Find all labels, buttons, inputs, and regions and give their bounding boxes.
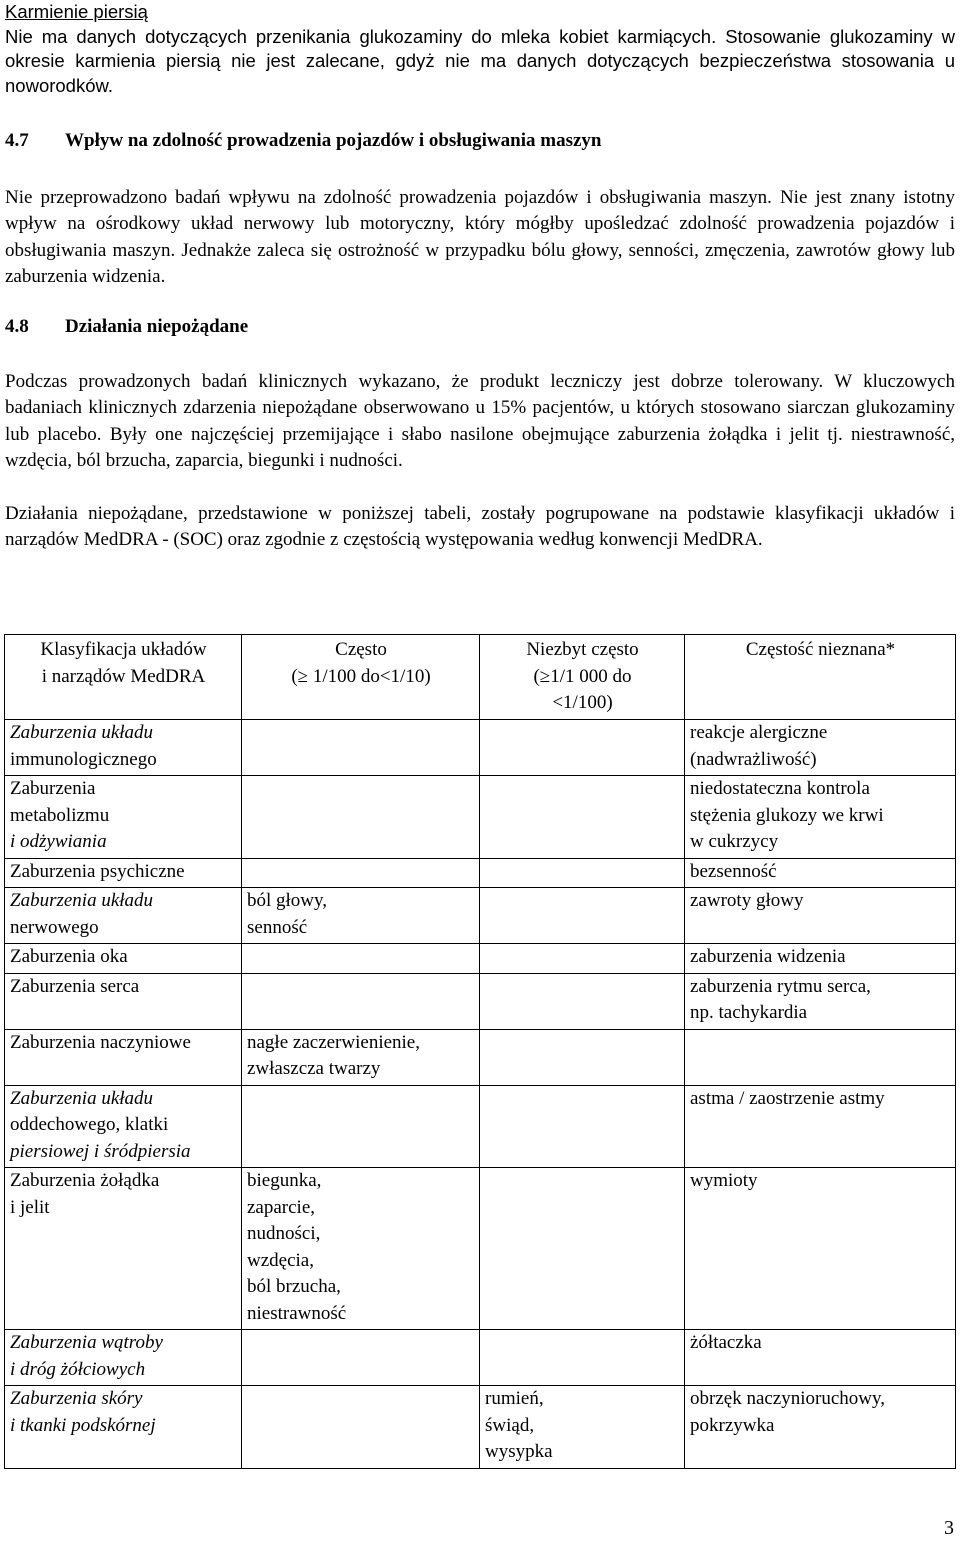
soc-cell <box>5 1029 242 1085</box>
uncommon-cell <box>480 1029 685 1085</box>
header-soc: Klasyfikacja układów i narządów MedDRA <box>5 635 242 720</box>
soc-cell-line: Zaburzenia układu <box>10 890 154 911</box>
unknown-cell-line: reakcje alergiczne <box>690 722 828 743</box>
unknown-cell-line: astma / zaostrzenie astmy <box>690 1087 885 1109</box>
section-4-8-number: 4.8 <box>5 316 29 337</box>
uncommon-cell-line: wysypka <box>485 1441 553 1462</box>
table-row <box>5 973 956 1029</box>
common-cell <box>242 720 480 776</box>
common-cell <box>242 1330 480 1386</box>
unknown-cell <box>685 1085 956 1168</box>
common-cell-line: wzdęcia, <box>247 1249 314 1271</box>
common-cell <box>242 776 480 859</box>
table-row <box>5 944 956 974</box>
uncommon-cell <box>480 1330 685 1386</box>
uncommon-cell <box>480 888 685 944</box>
common-cell-line: zwłaszcza twarzy <box>247 1058 381 1079</box>
soc-cell-line: Zaburzenia oka <box>10 946 128 967</box>
table-row <box>5 1168 956 1330</box>
soc-cell-line: Zaburzenia serca <box>10 975 140 997</box>
breastfeeding-section <box>5 0 955 98</box>
soc-cell-line: nerwowego <box>10 916 99 938</box>
soc-cell <box>5 888 242 944</box>
soc-cell-line: piersiowej i śródpiersia <box>10 1140 191 1162</box>
soc-cell <box>5 1168 242 1330</box>
soc-cell-line: i odżywiania <box>10 831 107 852</box>
common-cell-line: ból głowy, <box>247 890 328 911</box>
soc-cell <box>5 858 242 888</box>
soc-cell-line: Zaburzenia układu <box>10 1087 154 1109</box>
common-cell-line: niestrawność <box>247 1302 347 1324</box>
unknown-cell <box>685 888 956 944</box>
unknown-cell <box>685 1330 956 1386</box>
soc-cell <box>5 1085 242 1168</box>
unknown-cell <box>685 858 956 888</box>
header-common: Często (≥ 1/100 do<1/10) <box>242 635 480 720</box>
soc-cell-line: metabolizmu <box>10 804 110 826</box>
uncommon-cell-line: rumień, <box>485 1388 544 1409</box>
table-row <box>5 720 956 776</box>
table-body <box>5 720 956 1469</box>
unknown-cell <box>685 944 956 974</box>
soc-cell-line: oddechowego, klatki <box>10 1114 169 1135</box>
uncommon-cell <box>480 1168 685 1330</box>
common-cell <box>242 973 480 1029</box>
common-cell <box>242 858 480 888</box>
section-4-7-text: Nie przeprowadzono badań wpływu na zdolność prowadzenia pojazdów i obsługiwania maszyn. Nie jest znany istotny wpływ na ośrodkowy układ nerwowy lub motoryczny, który mógłby upośledzać zdolność prowadzenia pojazdów i obsługiwania maszyn. Jednakże zaleca się ostrożność w przypadku bólu głowy, senności, zmęczenia, zawrotów głowy lub zaburzenia widzenia. <box>5 186 955 287</box>
unknown-cell-line: niedostateczna kontrola <box>690 778 870 799</box>
common-cell <box>242 1085 480 1168</box>
table-row <box>5 1085 956 1168</box>
unknown-cell-line: wymioty <box>690 1170 758 1191</box>
soc-cell-line: Zaburzenia żołądka <box>10 1170 160 1191</box>
table-row <box>5 1029 956 1085</box>
soc-cell <box>5 973 242 1029</box>
soc-cell-line: Zaburzenia <box>10 778 96 799</box>
soc-cell-line: Zaburzenia psychiczne <box>10 860 185 882</box>
unknown-cell-line: bezsenność <box>690 860 777 882</box>
unknown-cell <box>685 1029 956 1085</box>
soc-cell-line: Zaburzenia skóry <box>10 1388 143 1409</box>
table-row <box>5 858 956 888</box>
soc-cell <box>5 944 242 974</box>
common-cell <box>242 944 480 974</box>
uncommon-cell <box>480 858 685 888</box>
soc-cell <box>5 720 242 776</box>
uncommon-cell-line: świąd, <box>485 1414 535 1436</box>
unknown-cell <box>685 776 956 859</box>
common-cell-line: senność <box>247 916 308 938</box>
common-cell-line: zaparcie, <box>247 1196 316 1218</box>
unknown-cell <box>685 1168 956 1330</box>
unknown-cell-line: żółtaczka <box>690 1332 762 1353</box>
section-4-7 <box>5 128 955 291</box>
soc-cell-line: i jelit <box>10 1196 50 1218</box>
soc-cell-line: Zaburzenia naczyniowe <box>10 1031 191 1053</box>
uncommon-cell <box>480 1085 685 1168</box>
soc-cell-line: i tkanki podskórnej <box>10 1414 156 1436</box>
table-row <box>5 888 956 944</box>
unknown-cell-line: zaburzenia widzenia <box>690 946 846 967</box>
common-cell <box>242 1386 480 1469</box>
section-4-7-heading <box>5 128 955 155</box>
uncommon-cell <box>480 973 685 1029</box>
uncommon-cell <box>480 720 685 776</box>
table-header-row <box>5 635 956 720</box>
unknown-cell <box>685 1386 956 1469</box>
soc-cell-line: Zaburzenia układu <box>10 722 154 743</box>
common-cell-line: ból brzucha, <box>247 1276 341 1297</box>
adverse-reactions-table <box>4 634 956 1469</box>
common-cell-line: nudności, <box>247 1223 321 1244</box>
unknown-cell <box>685 973 956 1029</box>
section-4-8-para1: Podczas prowadzonych badań klinicznych wykazano, że produkt leczniczy jest dobrze tolerowany. W kluczowych badaniach klinicznych zdarzenia niepożądane obserwowano u 15% pacjentów, u których stosowano siarczan glukozaminy lub placebo. Były one najczęściej przemijające i słabo nasilone obejmujące zaburzenia żołądka i jelit tj. niestrawność, wzdęcia, ból brzucha, zaparcia, biegunki i nudności. <box>5 370 955 471</box>
soc-cell <box>5 1386 242 1469</box>
unknown-cell-line: zaburzenia rytmu serca, <box>690 975 871 997</box>
section-4-8-heading <box>5 314 955 341</box>
section-4-8-para2: Działania niepożądane, przedstawione w poniższej tabeli, zostały pogrupowane na podstawie klasyfikacji układów i narządów MedDRA - (SOC) oraz zgodnie z częstością występowania według konwencji MedDRA. <box>5 502 955 550</box>
unknown-cell-line: zawroty głowy <box>690 890 804 911</box>
uncommon-cell <box>480 1386 685 1469</box>
soc-cell-line: Zaburzenia wątroby <box>10 1332 163 1353</box>
uncommon-cell <box>480 944 685 974</box>
soc-cell-line: immunologicznego <box>10 748 157 770</box>
soc-cell <box>5 1330 242 1386</box>
uncommon-cell <box>480 776 685 859</box>
common-cell <box>242 1168 480 1330</box>
header-unknown: Częstość nieznana* <box>685 635 956 720</box>
table-row <box>5 1330 956 1386</box>
section-4-8-title: Działania niepożądane <box>65 316 249 337</box>
table-row <box>5 1386 956 1469</box>
common-cell <box>242 888 480 944</box>
table-row <box>5 776 956 859</box>
section-4-8 <box>5 314 955 554</box>
common-cell <box>242 1029 480 1085</box>
soc-cell-line: i dróg żółciowych <box>10 1358 146 1380</box>
breastfeeding-text: Nie ma danych dotyczących przenikania glukozaminy do mleka kobiet karmiących. Stosowanie glukozaminy w okresie karmienia piersią nie jest zalecane, gdyż nie ma danych dotyczących bezpieczeństwa stosowania u noworodków. <box>5 25 955 96</box>
unknown-cell-line: np. tachykardia <box>690 1002 808 1023</box>
header-uncommon: Niezbyt często (≥1/1 000 do <1/100) <box>480 635 685 720</box>
common-cell-line: biegunka, <box>247 1170 322 1191</box>
breastfeeding-title: Karmienie piersią <box>5 1 148 22</box>
unknown-cell-line: obrzęk naczynioruchowy, <box>690 1388 886 1409</box>
section-4-7-number: 4.7 <box>5 130 29 151</box>
unknown-cell-line: w cukrzycy <box>690 831 779 852</box>
page-number: 3 <box>944 1517 954 1539</box>
unknown-cell <box>685 720 956 776</box>
unknown-cell-line: pokrzywka <box>690 1414 775 1436</box>
unknown-cell-line: (nadwrażliwość) <box>690 748 817 770</box>
section-4-7-title: Wpływ na zdolność prowadzenia pojazdów i obsługiwania maszyn <box>65 130 602 151</box>
unknown-cell-line: stężenia glukozy we krwi <box>690 804 884 826</box>
common-cell-line: nagłe zaczerwienienie, <box>247 1031 420 1053</box>
soc-cell <box>5 776 242 859</box>
